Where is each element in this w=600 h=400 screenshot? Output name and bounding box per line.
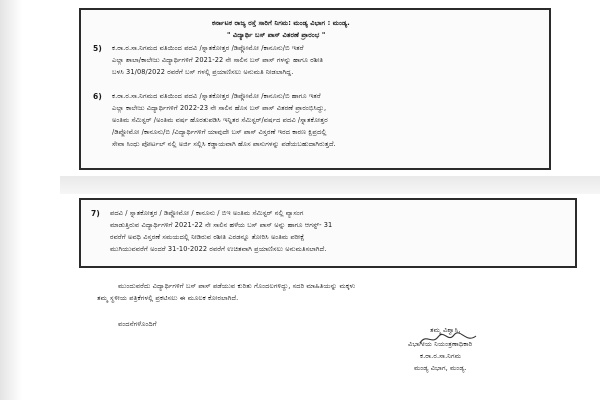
item-7-line-4: ಮುಗಿಯುವವರೆಗೆ ಅಂದರೆ 31-10-2022 ರವರೆಗೆ ಉಚಿತವಾಗಿ ಪ್ರಯಾಣಿಸಲು ಅನುಮತಿಸಲಾಗಿದೆ. [110,245,327,253]
signature-text: ತಮ್ಮ ವಿಶ್ವಾಸಿ, [430,326,461,334]
item-6-number: 6) [93,92,102,101]
scan-gap [60,176,600,194]
item-5-number: 5) [93,44,102,53]
footer-note-line-1: ಮುಂದುವರೆದು ವಿದ್ಯಾರ್ಥಿಗಳಿಗೆ ಬಸ್ ಪಾಸ್ ಪಡೆಯುವ ಕುರಿತು ಗೊಂದಲಗಳಿದ್ದು, ಸದರಿ ಮಾಹಿತಿಯನ್ನು ಮಕ್ಕಳು [118,282,356,290]
designation-line-1: ವಿಭಾಗೀಯ ನಿಯಂತ್ರಣಾಧಿಕಾರಿ [408,340,473,348]
item-6-line-1: ಕ.ರಾ.ರ.ಸಾ.ನಿಗಮದ ವತಿಯಿಂದ ಪದವಿ /ಸ್ನಾತಕೋತ್ತರ /ಡಿಪ್ಲೋಮೋ /ಕಾನೂನು/ಬಿ ಹಾಗೂ ಇತರೆ [112,92,321,100]
item-6-line-4: /ಡಿಪ್ಲೋಮೋ /ಕಾನೂನು/ಬಿ /ವಿದ್ಯಾರ್ಥಿಗಳಿಗೆ ಯಾವುದೇ ಬಸ್ ಪಾಸ್ ವಿಸ್ತರಣೆ ಇರದ ಕಾರಣ ಕ್ಷಿಪ್ರದಲ್ಲಿ [112,128,327,136]
designation-line-2: ಕ.ರಾ.ರ.ಸಾ.ನಿಗಮ [420,352,462,360]
item-5-line-2: ಎಲ್ಲಾ ಶಾಲಾ/ಕಾಲೇಜು ವಿದ್ಯಾರ್ಥಿಗಳಿಗೆ 2021-22 ನೇ ಸಾಲಿನ ಬಸ್ ಪಾಸ್ ಗಳನ್ನು ಹಾಗೂ ರಶೀತಿ [112,56,324,64]
header-line-1: ಕರ್ನಾಟಕ ರಾಜ್ಯ ರಸ್ತೆ ಸಾರಿಗೆ ನಿಗಮ: ಮಂಡ್ಯ ವಿಭಾಗ : ಮಂಡ್ಯ. [212,19,350,27]
greeting: ವಂದನೆಗಳೊಂದಿಗೆ [118,320,157,328]
scan-shadow-left [0,0,22,400]
item-5-line-3: ಬಳಸಿ 31/08/2022 ರವರೆಗೆ ಬಸ್ ಗಳಲ್ಲಿ ಪ್ರಯಾಣಿಸಲು ಅನುಮತಿ ನೀಡಲಾಗಿದ್ದ. [112,68,294,76]
item-7-number: 7) [91,209,100,218]
item-5-line-1: ಕ.ರಾ.ರ.ಸಾ.ನಿಗಮದ ವತಿಯಿಂದ ಪದವಿ /ಸ್ನಾತಕೋತ್ತರ /ಡಿಪ್ಲೋಮೋ /ಕಾನೂನು/ಬಿ ಇತರೆ [112,44,304,52]
footer-note-line-2: ತಮ್ಮ ಸ್ಥಳೀಯ ಪತ್ರಿಕೆಗಳಲ್ಲಿ ಪ್ರಕಟಿಸಲು ಈ ಮೂಲಕ ಕೋರಲಾಗಿದೆ. [97,294,239,302]
item-6-line-3: ಅಂತಿಮ ಸೆಮಿಸ್ಟರ್ /ಅಂತಿಮ ವರ್ಷ ಹೊರತುಪಡಿಸಿ ಇನ್ನಿತರ ಸೆಮಿಸ್ಟರ್/ವರ್ಷದ ಪದವಿ /ಸ್ನಾತಕೋತ್ತರ [112,116,328,124]
item-7-line-2: ಮಾಡುತ್ತಿರುವ ವಿದ್ಯಾರ್ಥಿಗಳಿಗೆ 2021-22 ನೇ ಸಾಲಿನ ಹಳೆಯ ಬಸ್ ಪಾಸ್ ಅನ್ನು ಹಾಗೂ ಆಗಸ್ಟ್- 31 [110,221,333,229]
designation-line-3: ಮಂಡ್ಯ ವಿಭಾಗ, ಮಂಡ್ಯ. [414,364,467,372]
item-7-line-1: ಪದವಿ / ಸ್ನಾತಕೋತ್ತರ / ಡಿಪ್ಲೋಮೋ / ಕಾನೂನು / ಬಿಇ ಅಂತಿಮ ಸೆಮಿಸ್ಟರ್ ನಲ್ಲಿ ವ್ಯಾಸಂಗ [110,209,304,217]
item-7-line-3: ರವರೆಗೆ ಅವಧಿ ವಿಸ್ತರಣೆ ಸಮಯದಲ್ಲಿ ನೀಡಿರುವ ರಶೀತಿ ಎರಡನ್ನೂ ತೋರಿಸಿ ಅಂತಿಮ ಪರೀಕ್ಷೆ [110,233,305,241]
item-6-line-5: ಸೇವಾ ಸಿಂಧು ಪೋರ್ಟಲ್ ನಲ್ಲಿ ಅರ್ಜಿ ಸಲ್ಲಿಸಿ ಕಡ್ಡಾಯವಾಗಿ ಹೊಸ ಪಾಸುಗಳನ್ನು ಪಡೆಯಬಹುದಾಗಿರುತ್ತದೆ. [112,140,336,148]
item-6-line-2: ಎಲ್ಲಾ ಕಾಲೇಜು ವಿದ್ಯಾರ್ಥಿಗಳಿಗೆ 2022-23 ನೇ ಸಾಲಿನ ಹೊಸ ಬಸ್ ಪಾಸ್ ವಿತರಣೆ ಪ್ರಾರಂಭಿಸಿದ್ದು, [112,104,327,112]
header-line-2: " ವಿದ್ಯಾರ್ಥಿ ಬಸ್ ಪಾಸ್ ವಿತರಣೆ ಪ್ರಾರಂಭ " [227,31,326,39]
